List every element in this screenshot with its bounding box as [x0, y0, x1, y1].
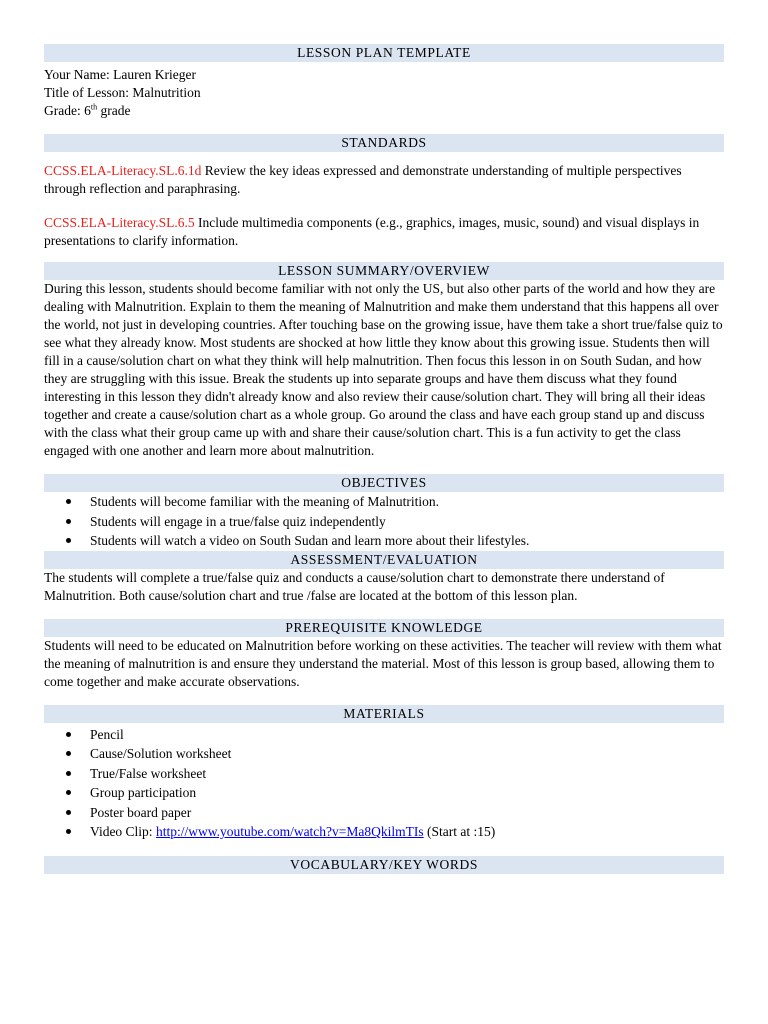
list-item: Pencil [90, 725, 724, 745]
grade-line [44, 102, 724, 120]
summary-text: During this lesson, students should become familiar with not only the US, but also other parts of the world and how they are dealing with Malnutrition. Explain to them the meaning of Malnutrition and make them understand that this happens all over the world, not just in developing countries. After touching base on the growing issue, have them take a short true/false quiz to see what they already know. Most students are shocked at how little they know about this growing issue. Students then will fill in a cause/solution chart on what they think will help malnutrition. Then focus this lesson in on South Sudan, and how they are struggling with this issue. Break the students up into separate groups and have them discuss what they found interesting in this lesson they didn't already know and also review their cause/solution chart. They will bring all their ideas together and create a cause/solution chart as a whole group. Go around the class and have each group stand up and discuss with the class what their group came up with and share their cause/solution chart. This is a fun activity to get the class engaged with one another and learn more about malnutrition. [44, 281, 723, 458]
summary-heading: LESSON SUMMARY/OVERVIEW [44, 262, 724, 280]
materials-list [44, 725, 724, 842]
vocabulary-heading: VOCABULARY/KEY WORDS [44, 856, 724, 874]
prerequisite-heading: PREREQUISITE KNOWLEDGE [44, 619, 724, 637]
video-start-note: (Start at :15) [423, 824, 496, 839]
list-item: Poster board paper [90, 803, 724, 823]
video-clip-item [90, 822, 724, 842]
video-link[interactable]: http://www.youtube.com/watch?v=Ma8QkilmTIs [155, 824, 424, 839]
list-item: Students will engage in a true/false quiz independently [90, 512, 724, 532]
standard-text: Review the key ideas expressed and demonstrate understanding of multiple perspectives through reflection and paraphrasing. [44, 163, 682, 196]
grade-suffix: grade [97, 103, 131, 118]
lesson-title: Title of Lesson: Malnutrition [44, 85, 201, 100]
standard-item [44, 214, 724, 250]
objectives-heading: OBJECTIVES [44, 474, 724, 492]
objectives-list [44, 492, 724, 551]
lesson-plan-page [44, 44, 724, 874]
video-clip-label: Video Clip: [90, 824, 156, 839]
standard-code: CCSS.ELA-Literacy.SL.6.1d [44, 163, 202, 178]
standard-code: CCSS.ELA-Literacy.SL.6.5 [44, 215, 195, 230]
list-item: Students will become familiar with the meaning of Malnutrition. [90, 492, 724, 512]
teacher-info [44, 66, 724, 120]
list-item: Cause/Solution worksheet [90, 744, 724, 764]
materials-heading: MATERIALS [44, 705, 724, 723]
prerequisite-text: Students will need to be educated on Malnutrition before working on these activities. The teacher will review with them what the meaning of malnutrition is and ensure they understand the material. Most of this lesson is group based, allowing them to come together and make accurate observations. [44, 637, 722, 689]
list-item: Group participation [90, 783, 724, 803]
lesson-plan-title: LESSON PLAN TEMPLATE [44, 44, 724, 62]
assessment-text: The students will complete a true/false quiz and conducts a cause/solution chart to demonstrate there understand of Malnutrition. Both cause/solution chart and true /false are located at the bottom of this lesson plan. [44, 569, 665, 603]
list-item: Students will watch a video on South Sudan and learn more about their lifestyles. [90, 531, 724, 551]
assessment-heading: ASSESSMENT/EVALUATION [44, 551, 724, 569]
grade-prefix: Grade: 6 [44, 103, 91, 118]
list-item: True/False worksheet [90, 764, 724, 784]
standard-text: Include multimedia components (e.g., graphics, images, music, sound) and visual displays in presentations to clarify information. [44, 215, 700, 248]
teacher-name: Your Name: Lauren Krieger [44, 67, 196, 82]
standard-item [44, 162, 724, 198]
grade-superscript: th [90, 102, 98, 112]
standards-heading: STANDARDS [44, 134, 724, 152]
